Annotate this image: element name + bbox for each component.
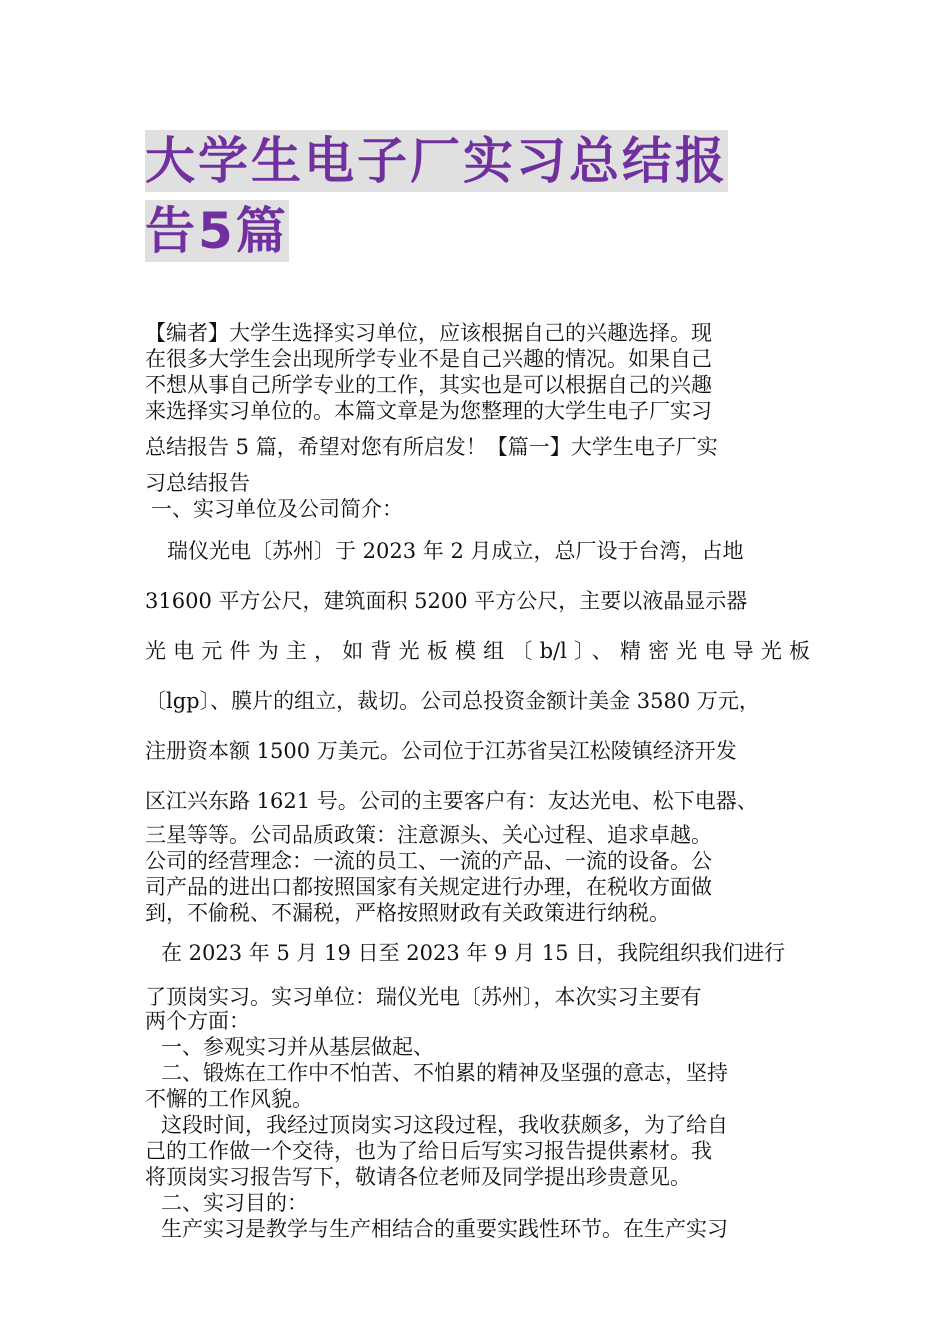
list-item: 二、锻炼在工作中不怕苦、不怕累的精神及坚强的意志，坚持 [161, 1061, 728, 1085]
text-line: 在很多大学生会出现所学专业不是自己兴趣的情况。如果自己 [145, 347, 712, 371]
text-line: 区江兴东路 1621 号。公司的主要客户有：友达光电、松下电器、 [145, 789, 758, 813]
text-line: 三星等等。公司品质政策：注意源头、关心过程、追求卓越。 [145, 823, 712, 847]
text-line: 【编者】大学生选择实习单位，应该根据自己的兴趣选择。现 [145, 321, 712, 345]
text-line: 31600 平方公尺，建筑面积 5200 平方公尺，主要以液晶显示器 [145, 589, 748, 613]
text-line: 生产实习是教学与生产相结合的重要实践性环节。在生产实习 [161, 1217, 728, 1241]
section-heading: 二、实习目的： [161, 1191, 308, 1215]
text-line: 这段时间，我经过顶岗实习这段过程，我收获颇多，为了给自 [161, 1113, 728, 1137]
text-line: 来选择实习单位的。本篇文章是为您整理的大学生电子厂实习 [145, 399, 712, 423]
text-line: 瑞仪光电〔苏州〕于 2023 年 2 月成立，总厂设于台湾，占地 [167, 539, 744, 563]
text-line: 了顶岗实习。实习单位：瑞仪光电〔苏州〕，本次实习主要有 [145, 985, 702, 1009]
text-line: 不想从事自己所学专业的工作，其实也是可以根据自己的兴趣 [145, 373, 712, 397]
text-line: 两个方面： [145, 1009, 250, 1033]
text-line: 注册资本额 1500 万美元。公司位于江苏省吴江松陵镇经济开发 [145, 739, 737, 763]
title-line-2: 告5篇 [145, 202, 289, 260]
text-line: 公司的经营理念：一流的员工、一流的产品、一流的设备。公 [145, 849, 712, 873]
text-line: 将顶岗实习报告写下，敬请各位老师及同学提出珍贵意见。 [145, 1165, 691, 1189]
text-line: 〔lgp〕、膜片的组立，裁切。公司总投资金额计美金 3580 万元， [145, 689, 760, 713]
document-body [145, 320, 810, 1242]
text-line: 习总结报告 [145, 471, 250, 495]
text-line: 己的工作做一个交待，也为了给日后写实习报告提供素材。我 [145, 1139, 712, 1163]
document-title [145, 130, 815, 270]
text-line: 在 2023 年 5 月 19 日至 2023 年 9 月 15 日，我院组织我们进行 [161, 941, 786, 965]
text-line: 到，不偷税、不漏税，严格按照财政有关政策进行纳税。 [145, 901, 670, 925]
section-heading: 一、实习单位及公司简介： [151, 497, 403, 521]
list-item: 一、参观实习并从基层做起、 [161, 1035, 434, 1059]
text-line: 司产品的进出口都按照国家有关规定进行办理，在税收方面做 [145, 875, 712, 899]
text-line: 总结报告 5 篇，希望对您有所启发！【篇一】大学生电子厂实 [145, 435, 718, 459]
title-line-1: 大学生电子厂实习总结报 [145, 132, 728, 190]
text-line: 光电元件为主，如背光板模组〔b/l〕、精密光电导光板 [145, 639, 810, 663]
text-line: 不懈的工作风貌。 [145, 1087, 313, 1111]
